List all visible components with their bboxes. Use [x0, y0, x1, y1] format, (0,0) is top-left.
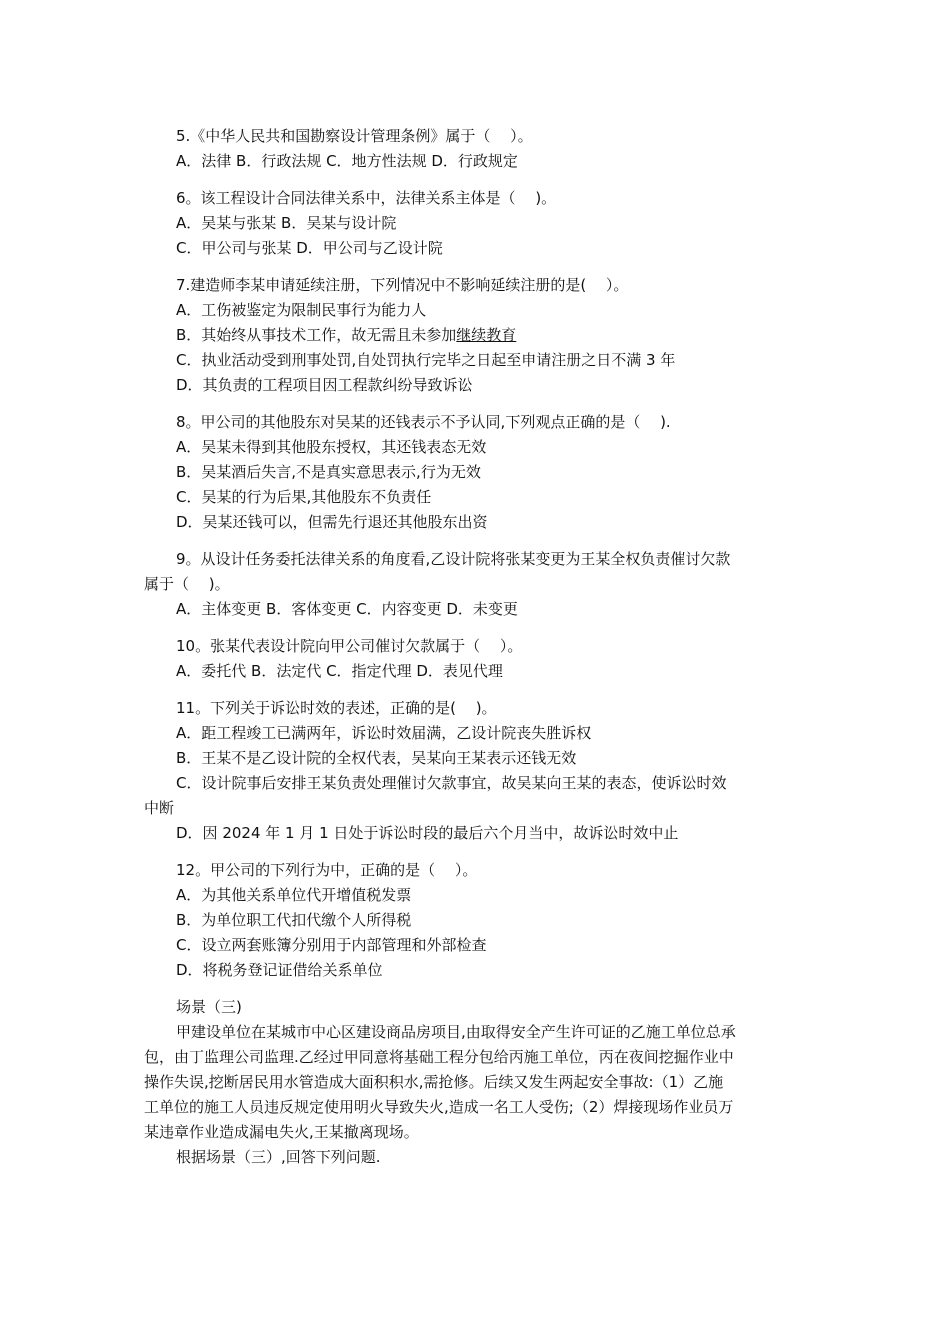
question-7-option-c: C．执业活动受到刑事处罚,自处罚执行完毕之日起至申请注册之日不满 3 年 — [176, 351, 676, 369]
question-11-option-c-line-2: 中断 — [144, 799, 175, 817]
question-9-stem-line-1: 9。从设计任务委托法律关系的角度看,乙设计院将张某变更为王某全权负责催讨欠款 — [176, 550, 731, 568]
continuing-education-link[interactable]: 继续教育 — [456, 326, 517, 344]
question-11-stem: 11。下列关于诉讼时效的表述，正确的是( )。 — [176, 699, 497, 717]
question-7-option-b-text: B．其始终从事技术工作，故无需且未参加 — [176, 326, 457, 344]
question-6-options-2: C．甲公司与张某 D．甲公司与乙设计院 — [176, 239, 443, 257]
question-6-options-1: A．吴某与张某 B．吴某与设计院 — [176, 214, 397, 232]
question-7-stem: 7.建造师李某申请延续注册，下列情况中不影响延续注册的是( ）。 — [176, 276, 629, 294]
question-11-option-a: A．距工程竣工已满两年，诉讼时效届满，乙设计院丧失胜诉权 — [176, 724, 592, 742]
question-11-option-d: D．因 2024 年 1 月 1 日处于诉讼时段的最后六个月当中，故诉讼时效中止 — [176, 824, 679, 842]
question-12-option-d: D．将税务登记证借给关系单位 — [176, 961, 383, 979]
question-7-option-b — [176, 325, 516, 345]
question-11-option-b: B．王某不是乙设计院的全权代表，吴某向王某表示还钱无效 — [176, 749, 577, 767]
question-12-stem: 12。甲公司的下列行为中，正确的是（ ）。 — [176, 861, 478, 879]
scene-3-paragraph-line-3: 操作失误,挖断居民用水管造成大面积积水,需抢修。后续又发生两起安全事故:（1）乙施 — [144, 1073, 724, 1091]
question-10-stem: 10。张某代表设计院向甲公司催讨欠款属于（ ）。 — [176, 637, 523, 655]
question-9-stem-line-2: 属于（ )。 — [144, 575, 230, 593]
question-6-stem: 6。该工程设计合同法律关系中，法律关系主体是（ )。 — [176, 189, 557, 207]
question-5-options: A．法律 B．行政法规 C．地方性法规 D．行政规定 — [176, 152, 518, 170]
question-5-stem: 5.《中华人民共和国勘察设计管理条例》属于（ ）。 — [176, 127, 533, 145]
question-8-option-b: B．吴某酒后失言,不是真实意思表示,行为无效 — [176, 463, 481, 481]
scene-3-paragraph-line-4: 工单位的施工人员违反规定使用明火导致失火,造成一名工人受伤;（2）焊接现场作业员万 — [144, 1098, 734, 1116]
question-12-option-c: C．设立两套账簿分别用于内部管理和外部检查 — [176, 936, 487, 954]
question-8-option-c: C．吴某的行为后果,其他股东不负责任 — [176, 488, 432, 506]
question-12-option-a: A．为其他关系单位代开增值税发票 — [176, 886, 412, 904]
scene-3-paragraph-line-2: 包，由丁监理公司监理.乙经过甲同意将基础工程分包给丙施工单位，丙在夜间挖掘作业中 — [144, 1048, 734, 1066]
question-8-option-a: A．吴某未得到其他股东授权，其还钱表态无效 — [176, 438, 487, 456]
question-7-option-a: A．工伤被鉴定为限制民事行为能力人 — [176, 301, 427, 319]
question-9-options: A．主体变更 B．客体变更 C．内容变更 D．未变更 — [176, 600, 518, 618]
question-10-options: A．委托代 B．法定代 C．指定代理 D．表见代理 — [176, 662, 503, 680]
scene-3-paragraph-line-5: 某违章作业造成漏电失火,王某撤离现场。 — [144, 1123, 419, 1141]
question-7-option-d: D．其负责的工程项目因工程款纠纷导致诉讼 — [176, 376, 473, 394]
question-8-stem: 8。甲公司的其他股东对吴某的还钱表示不予认同,下列观点正确的是（ ). — [176, 413, 671, 431]
scene-3-paragraph-line-1: 甲建设单位在某城市中心区建设商品房项目,由取得安全产生许可证的乙施工单位总承 — [176, 1023, 736, 1041]
scene-3-heading: 场景（三) — [176, 998, 242, 1016]
question-11-option-c-line-1: C．设计院事后安排王某负责处理催讨欠款事宜，故吴某向王某的表态，使诉讼时效 — [176, 774, 727, 792]
scene-3-instruction: 根据场景（三）,回答下列问题. — [176, 1148, 381, 1166]
question-12-option-b: B．为单位职工代扣代缴个人所得税 — [176, 911, 412, 929]
question-8-option-d: D．吴某还钱可以，但需先行退还其他股东出资 — [176, 513, 488, 531]
